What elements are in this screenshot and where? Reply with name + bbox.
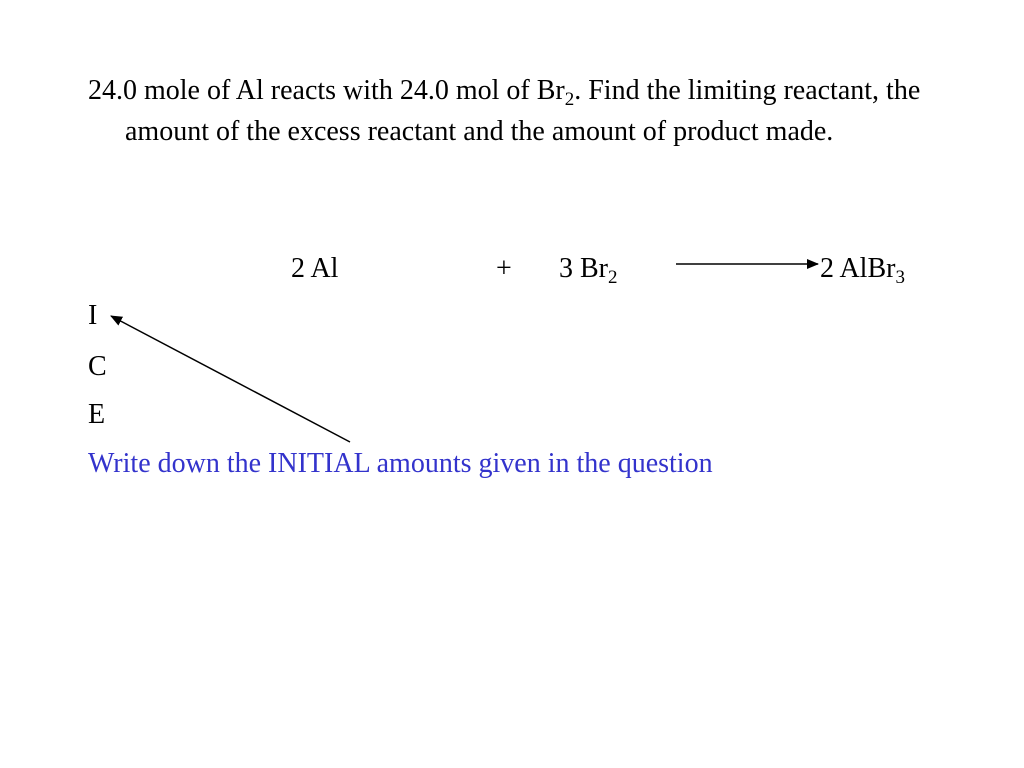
reactant-br2-base: 3 Br — [559, 253, 608, 284]
problem-text-part1: 24.0 mole of Al reacts with 24.0 mol of Br — [88, 75, 565, 106]
reactant-br2-subscript: 2 — [608, 267, 618, 288]
plus-sign: + — [496, 253, 512, 284]
product-albr3-base: 2 AlBr — [820, 253, 896, 284]
product-albr3-subscript: 3 — [895, 267, 905, 288]
ice-row-initial: I — [88, 300, 98, 331]
pointer-arrow — [111, 316, 350, 442]
instruction-text: Write down the INITIAL amounts given in the question — [88, 448, 713, 479]
reactant-al: 2 Al — [291, 253, 339, 284]
problem-text-part2: . Find the limiting reactant, the amount of the excess reactant and the amount of product made. — [125, 75, 921, 147]
ice-row-change: C — [88, 351, 107, 382]
ice-row-equilibrium: E — [88, 399, 106, 430]
problem-subscript: 2 — [564, 89, 575, 110]
